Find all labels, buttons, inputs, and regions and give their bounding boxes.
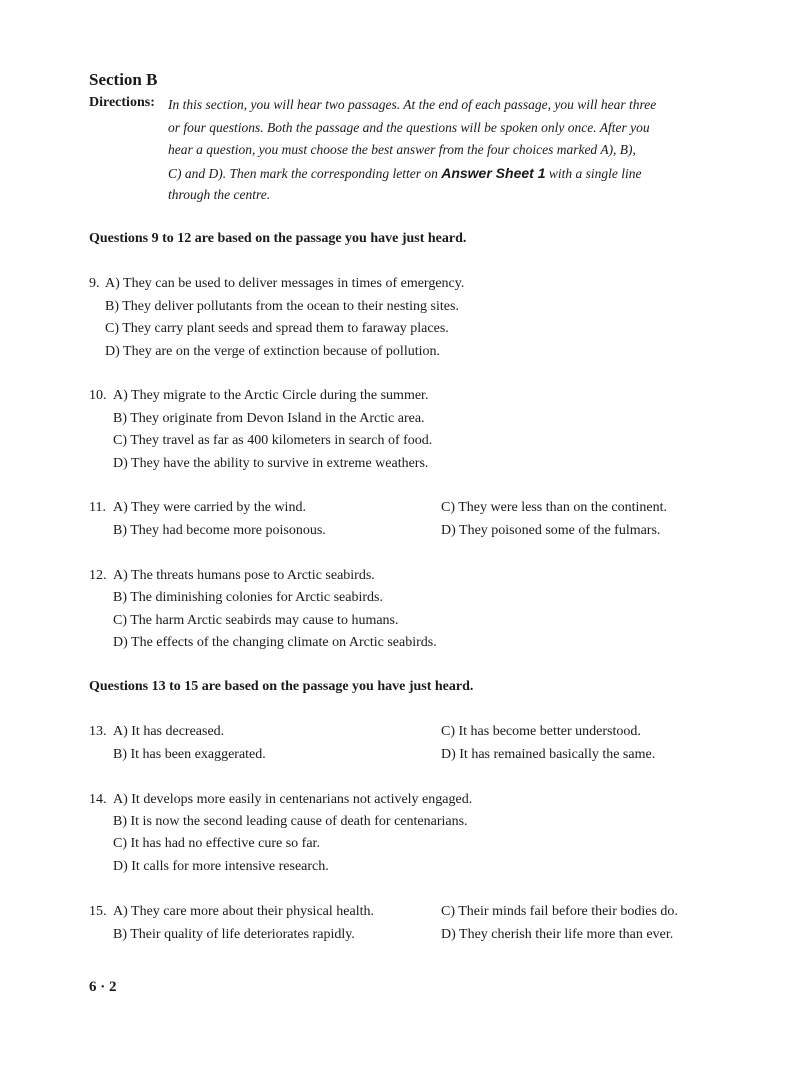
- page-number: 6 · 2: [89, 979, 117, 995]
- directions-line-3: hear a question, you must choose the best answer from the four choices marked A), B),: [168, 142, 636, 157]
- question-13-option-a: A) It has decreased.: [113, 724, 225, 739]
- question-10-option-a: A) They migrate to the Arctic Circle during the summer.: [113, 388, 429, 403]
- question-12-option-d: D) The effects of the changing climate on Arctic seabirds.: [113, 635, 437, 650]
- directions-line-5: through the centre.: [168, 187, 271, 202]
- question-14-number: 14.: [89, 792, 107, 807]
- question-10-option-c: C) They travel as far as 400 kilometers in search of food.: [113, 433, 433, 448]
- group-2-heading: Questions 13 to 15 are based on the passage you have just heard.: [89, 679, 474, 694]
- directions-label-text: Directions: [89, 95, 151, 110]
- question-11-number: 11.: [89, 500, 106, 515]
- question-12-option-a: A) The threats humans pose to Arctic seabirds.: [113, 568, 375, 583]
- question-9-option-c: C) They carry plant seeds and spread them to faraway places.: [105, 321, 449, 336]
- question-14-option-c: C) It has had no effective cure so far.: [113, 836, 320, 851]
- question-13-option-d: D) It has remained basically the same.: [441, 747, 656, 762]
- question-12-option-b: B) The diminishing colonies for Arctic seabirds.: [113, 590, 383, 605]
- question-14-option-b: B) It is now the second leading cause of death for centenarians.: [113, 814, 468, 829]
- question-9-option-b: B) They deliver pollutants from the ocean to their nesting sites.: [105, 299, 459, 314]
- question-14-option-d: D) It calls for more intensive research.: [113, 859, 329, 874]
- question-11-option-a: A) They were carried by the wind.: [113, 500, 306, 515]
- question-9-number: 9.: [89, 276, 100, 291]
- question-15-option-c: C) Their minds fail before their bodies do.: [441, 904, 678, 919]
- question-9-option-d: D) They are on the verge of extinction because of pollution.: [105, 344, 440, 359]
- group-1-heading: Questions 9 to 12 are based on the passage you have just heard.: [89, 231, 467, 246]
- question-15-option-d: D) They cherish their life more than ever.: [441, 927, 674, 942]
- directions-line-4-pre: C) and D). Then mark the corresponding letter on: [168, 165, 438, 181]
- question-10-option-b: B) They originate from Devon Island in the Arctic area.: [113, 411, 425, 426]
- question-11-option-d: D) They poisoned some of the fulmars.: [441, 523, 661, 538]
- directions-label: [89, 95, 155, 111]
- question-14-option-a: A) It develops more easily in centenarians not actively engaged.: [113, 792, 473, 807]
- directions-line-1: In this section, you will hear two passages. At the end of each passage, you will hear three: [168, 97, 657, 112]
- question-12-number: 12.: [89, 568, 107, 583]
- question-10-number: 10.: [89, 388, 107, 403]
- question-10-option-d: D) They have the ability to survive in extreme weathers.: [113, 456, 429, 471]
- directions-colon: :: [150, 95, 155, 110]
- question-11-option-c: C) They were less than on the continent.: [441, 500, 668, 515]
- answer-sheet-reference: Answer Sheet 1: [441, 164, 546, 181]
- directions-line-4: [168, 162, 713, 185]
- question-11-option-b: B) They had become more poisonous.: [113, 523, 326, 538]
- question-12-option-c: C) The harm Arctic seabirds may cause to humans.: [113, 613, 399, 628]
- question-9-option-a: A) They can be used to deliver messages in times of emergency.: [105, 276, 465, 291]
- directions-line-2: or four questions. Both the passage and the questions will be spoken only once. After you: [168, 119, 650, 135]
- directions-line-4-post: with a single line: [548, 165, 642, 181]
- section-title: Section B: [89, 70, 158, 89]
- question-13-option-b: B) It has been exaggerated.: [113, 747, 266, 762]
- question-13-number: 13.: [89, 724, 107, 739]
- question-15-number: 15.: [89, 904, 107, 919]
- question-13-option-c: C) It has become better understood.: [441, 724, 641, 739]
- question-15-option-b: B) Their quality of life deteriorates rapidly.: [113, 927, 355, 942]
- question-15-option-a: A) They care more about their physical health.: [113, 904, 374, 919]
- directions-text: [168, 94, 713, 207]
